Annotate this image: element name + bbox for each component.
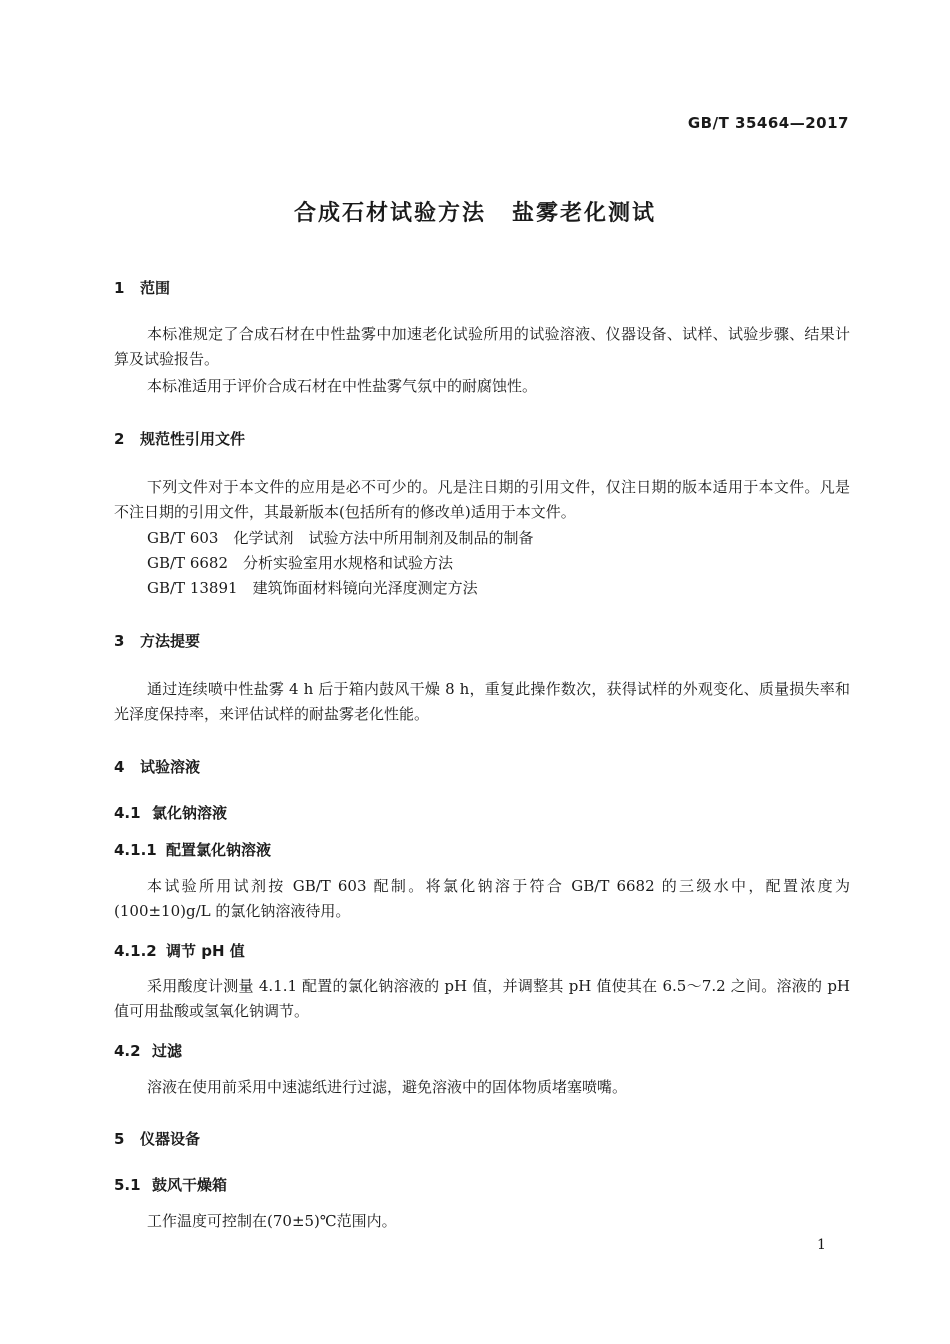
- section-4-1-1-paragraph: 本试验所用试剂按 GB/T 603 配制。将氯化钠溶于符合 GB/T 6682 的三级水中，配置浓度为(100±10)g/L 的氯化钠溶液待用。: [114, 877, 850, 920]
- reference-item: [147, 551, 453, 576]
- section-number: 4.2: [114, 1042, 141, 1060]
- section-3-paragraph-1: 通过连续喷中性盐雾 4 h 后于箱内鼓风干燥 8 h，重复此操作数次，获得试样的外观变化、质量损失率和光泽度保持率，来评估试样的耐盐雾老化性能。: [114, 680, 850, 723]
- section-number: 5: [114, 1130, 125, 1148]
- section-2-heading: [114, 428, 245, 449]
- title-part-2: 盐雾老化测试: [512, 201, 657, 226]
- title-part-1: 合成石材试验方法: [293, 201, 486, 226]
- section-title: 方法提要: [140, 632, 201, 650]
- section-title: 规范性引用文件: [140, 430, 246, 448]
- standard-code: GB/T 35464—2017: [687, 114, 849, 132]
- reference-code: GB/T 13891: [147, 579, 238, 597]
- section-4-1-heading: [114, 802, 227, 823]
- section-2-paragraph-1: 下列文件对于本文件的应用是必不可少的。凡是注日期的引用文件，仅注日期的版本适用于本文件。凡是不注日期的引用文件，其最新版本(包括所有的修改单)适用于本文件。: [114, 478, 850, 521]
- reference-name: 分析实验室用水规格和试验方法: [243, 554, 454, 572]
- section-5-1-heading: [114, 1174, 227, 1195]
- section-number: 4: [114, 758, 125, 776]
- section-number: 3: [114, 632, 125, 650]
- section-title: 试验溶液: [140, 758, 201, 776]
- section-4-heading: [114, 756, 200, 777]
- reference-name: 化学试剂 试验方法中所用制剂及制品的制备: [233, 529, 534, 547]
- reference-code: GB/T 6682: [147, 554, 229, 572]
- section-number: 4.1.2: [114, 942, 157, 960]
- section-title: 配置氯化钠溶液: [166, 841, 272, 859]
- section-4-1-2-heading: [114, 940, 245, 961]
- section-5-1-paragraph: 工作温度可控制在(70±5)℃范围内。: [147, 1212, 397, 1230]
- section-title: 氯化钠溶液: [152, 804, 228, 822]
- section-number: 4.1: [114, 804, 141, 822]
- page-number: 1: [817, 1237, 826, 1253]
- section-title: 过滤: [152, 1042, 183, 1060]
- section-4-1-1-heading: [114, 839, 271, 860]
- reference-item: [147, 526, 534, 551]
- section-title: 范围: [140, 279, 171, 297]
- section-1-paragraph-2: 本标准适用于评价合成石材在中性盐雾气氛中的耐腐蚀性。: [147, 377, 538, 395]
- section-1-heading: [114, 277, 170, 298]
- section-1-paragraph-1: 本标准规定了合成石材在中性盐雾中加速老化试验所用的试验溶液、仪器设备、试样、试验步骤、结果计算及试验报告。: [114, 325, 850, 368]
- reference-name: 建筑饰面材料镜向光泽度测定方法: [252, 579, 478, 597]
- section-number: 1: [114, 279, 125, 297]
- document-title: [0, 196, 950, 227]
- section-3-heading: [114, 630, 200, 651]
- section-number: 2: [114, 430, 125, 448]
- section-number: 5.1: [114, 1176, 141, 1194]
- section-4-2-heading: [114, 1040, 182, 1061]
- section-title: 调节 pH 值: [166, 942, 245, 960]
- section-title: 鼓风干燥箱: [152, 1176, 228, 1194]
- reference-code: GB/T 603: [147, 529, 219, 547]
- section-title: 仪器设备: [140, 1130, 201, 1148]
- section-4-2-paragraph: 溶液在使用前采用中速滤纸进行过滤，避免溶液中的固体物质堵塞喷嘴。: [147, 1078, 628, 1096]
- section-5-heading: [114, 1128, 200, 1149]
- reference-item: [147, 576, 478, 601]
- section-4-1-2-paragraph: 采用酸度计测量 4.1.1 配置的氯化钠溶液的 pH 值，并调整其 pH 值使其在 6.5～7.2 之间。溶液的 pH 值可用盐酸或氢氧化钠调节。: [114, 977, 850, 1020]
- section-number: 4.1.1: [114, 841, 157, 859]
